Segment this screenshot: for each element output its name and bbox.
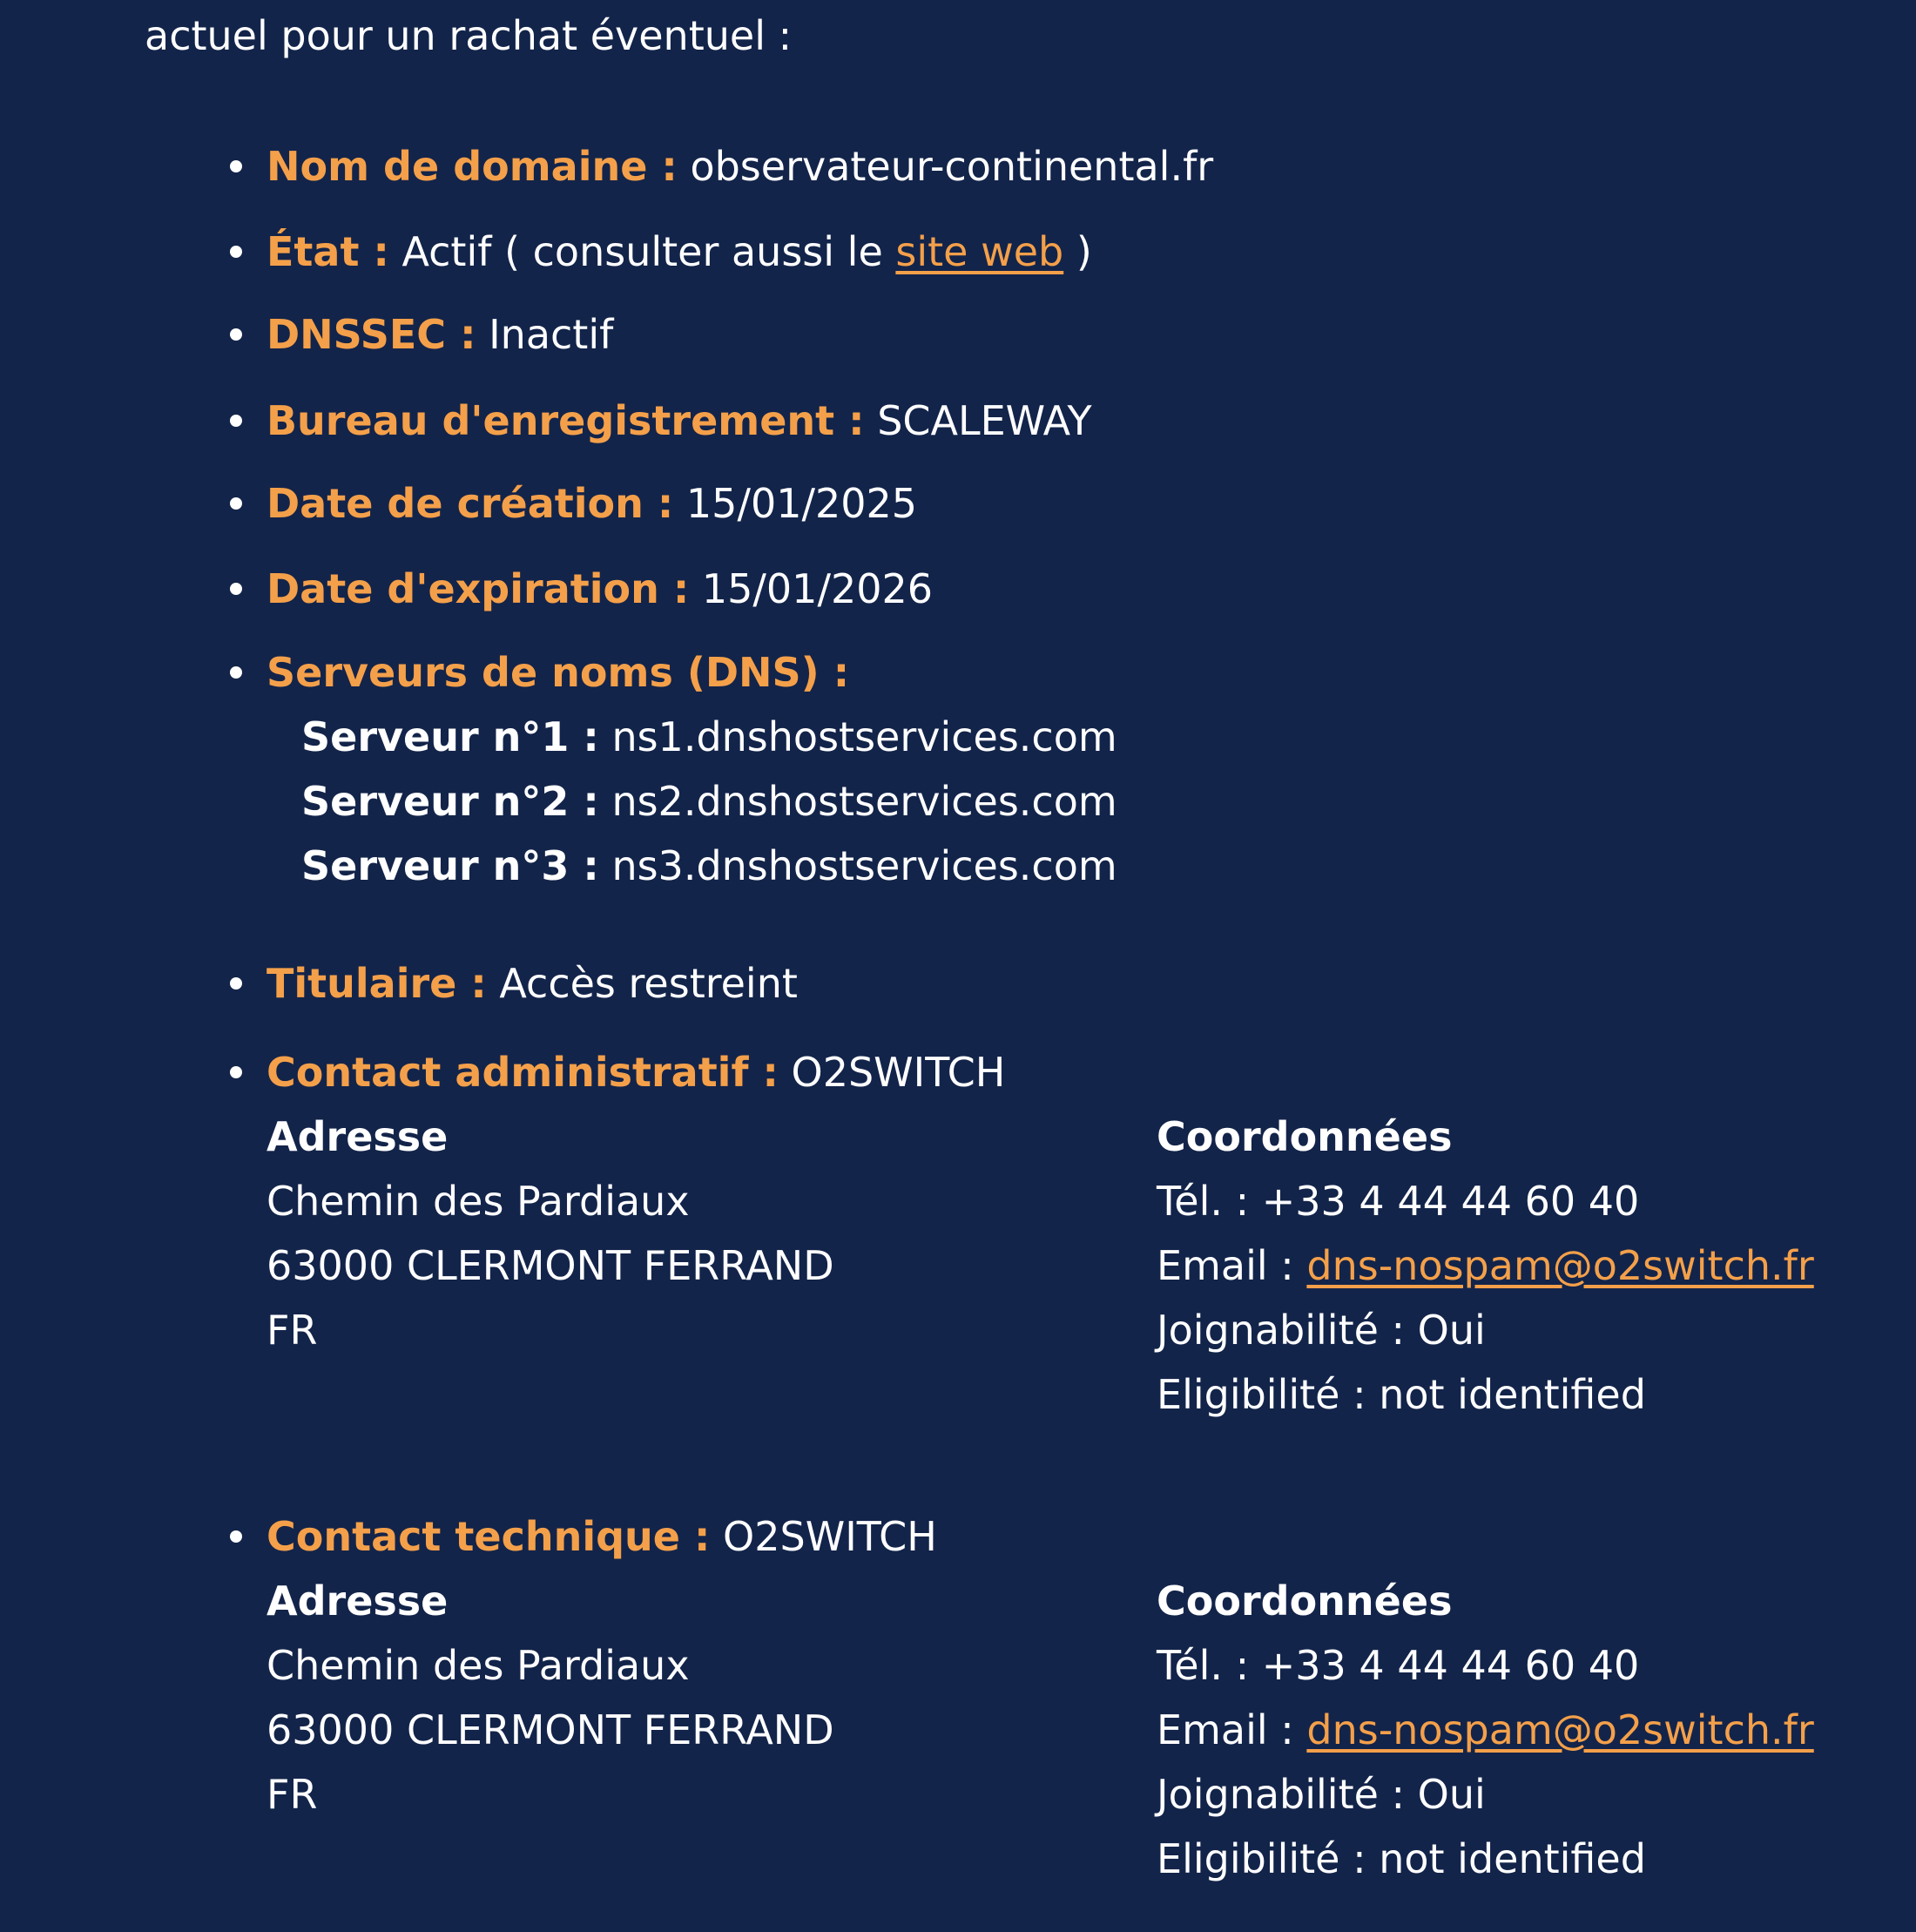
- bullet-icon: [230, 497, 242, 510]
- list-item-registrar: [266, 388, 1092, 453]
- eligibility-text: Eligibilité : not identified: [1157, 1835, 1646, 1882]
- address-line: FR: [266, 1771, 318, 1818]
- coords-heading: Coordonnées: [1157, 1113, 1453, 1160]
- phone-text: Tél. : +33 4 44 44 60 40: [1157, 1178, 1640, 1225]
- bullet-icon: [230, 328, 242, 341]
- eligibility-text: Eligibilité : not identified: [1157, 1371, 1646, 1418]
- address-line: Chemin des Pardiaux: [266, 1178, 690, 1225]
- created-label: Date de création :: [266, 480, 674, 527]
- expires-label: Date d'expiration :: [266, 565, 690, 612]
- bullet-icon: [230, 1066, 242, 1078]
- bullet-icon: [230, 977, 242, 990]
- dns-server-value: ns2.dnshostservices.com: [611, 778, 1117, 825]
- coords-heading: Coordonnées: [1157, 1577, 1453, 1625]
- dns-server-label: Serveur n°3 :: [301, 842, 599, 889]
- bullet-icon: [230, 583, 242, 595]
- list-item-dns: [266, 640, 1117, 898]
- state-value: Actif ( consulter aussi le: [401, 228, 883, 275]
- email-link[interactable]: dns-nospam@o2switch.fr: [1306, 1706, 1814, 1753]
- bullet-icon: [230, 1530, 242, 1543]
- registrar-value: SCALEWAY: [877, 397, 1092, 444]
- reachability-text: Joignabilité : Oui: [1157, 1771, 1486, 1818]
- phone-text: Tél. : +33 4 44 44 60 40: [1157, 1642, 1640, 1689]
- list-item-created: [266, 471, 917, 536]
- address-line: 63000 CLERMONT FERRAND: [266, 1706, 834, 1753]
- dns-server-2: [266, 769, 1117, 834]
- bullet-icon: [230, 415, 242, 427]
- registrar-label: Bureau d'enregistrement :: [266, 397, 865, 444]
- address-line: 63000 CLERMONT FERRAND: [266, 1242, 834, 1289]
- intro-text: actuel pour un rachat éventuel :: [145, 12, 793, 59]
- admin-contact-details: [266, 1104, 1814, 1435]
- dns-server-1: [266, 705, 1117, 769]
- email-row: [1157, 1233, 1814, 1298]
- list-item-domain: [266, 134, 1213, 199]
- admin-contact-label: Contact administratif :: [266, 1049, 779, 1096]
- address-heading: Adresse: [266, 1577, 449, 1625]
- dnssec-label: DNSSEC :: [266, 311, 476, 358]
- admin-contact-value: O2SWITCH: [791, 1049, 1006, 1096]
- dns-server-value: ns1.dnshostservices.com: [611, 713, 1117, 760]
- address-line: Chemin des Pardiaux: [266, 1642, 690, 1689]
- list-item-expires: [266, 557, 933, 621]
- email-label: Email :: [1157, 1242, 1294, 1289]
- email-link[interactable]: dns-nospam@o2switch.fr: [1306, 1242, 1814, 1289]
- list-item-state: [266, 220, 1092, 284]
- dns-server-label: Serveur n°2 :: [301, 778, 599, 825]
- dns-server-value: ns3.dnshostservices.com: [611, 842, 1117, 889]
- email-label: Email :: [1157, 1706, 1294, 1753]
- admin-coords-block: [1157, 1104, 1814, 1427]
- tech-contact-label: Contact technique :: [266, 1513, 711, 1560]
- state-value-close: ): [1076, 228, 1092, 275]
- bullet-icon: [230, 246, 242, 258]
- dns-server-label: Serveur n°1 :: [301, 713, 599, 760]
- domain-label: Nom de domaine :: [266, 143, 678, 190]
- dnssec-value: Inactif: [489, 311, 614, 358]
- list-item-dnssec: [266, 302, 613, 367]
- tech-coords-block: [1157, 1569, 1814, 1891]
- bullet-icon: [230, 666, 242, 679]
- bullet-icon: [230, 160, 242, 172]
- list-item-admin-contact: [266, 1040, 1814, 1435]
- created-value: 15/01/2025: [685, 480, 918, 527]
- list-item-holder: [266, 951, 798, 1016]
- address-heading: Adresse: [266, 1113, 449, 1160]
- tech-contact-details: [266, 1569, 1814, 1900]
- admin-address-block: [266, 1104, 834, 1362]
- reachability-text: Joignabilité : Oui: [1157, 1307, 1486, 1354]
- address-line: FR: [266, 1307, 318, 1354]
- expires-value: 15/01/2026: [701, 565, 934, 612]
- list-item-tech-contact: [266, 1504, 1814, 1900]
- dns-label: Serveurs de noms (DNS) :: [266, 649, 850, 696]
- domain-value: observateur-continental.fr: [690, 143, 1214, 190]
- tech-address-block: [266, 1569, 834, 1827]
- email-row: [1157, 1698, 1814, 1762]
- dns-server-3: [266, 834, 1117, 898]
- tech-contact-value: O2SWITCH: [723, 1513, 937, 1560]
- holder-label: Titulaire :: [266, 960, 487, 1007]
- site-web-link[interactable]: site web: [895, 228, 1064, 275]
- holder-value: Accès restreint: [499, 960, 798, 1007]
- state-label: État :: [266, 228, 389, 275]
